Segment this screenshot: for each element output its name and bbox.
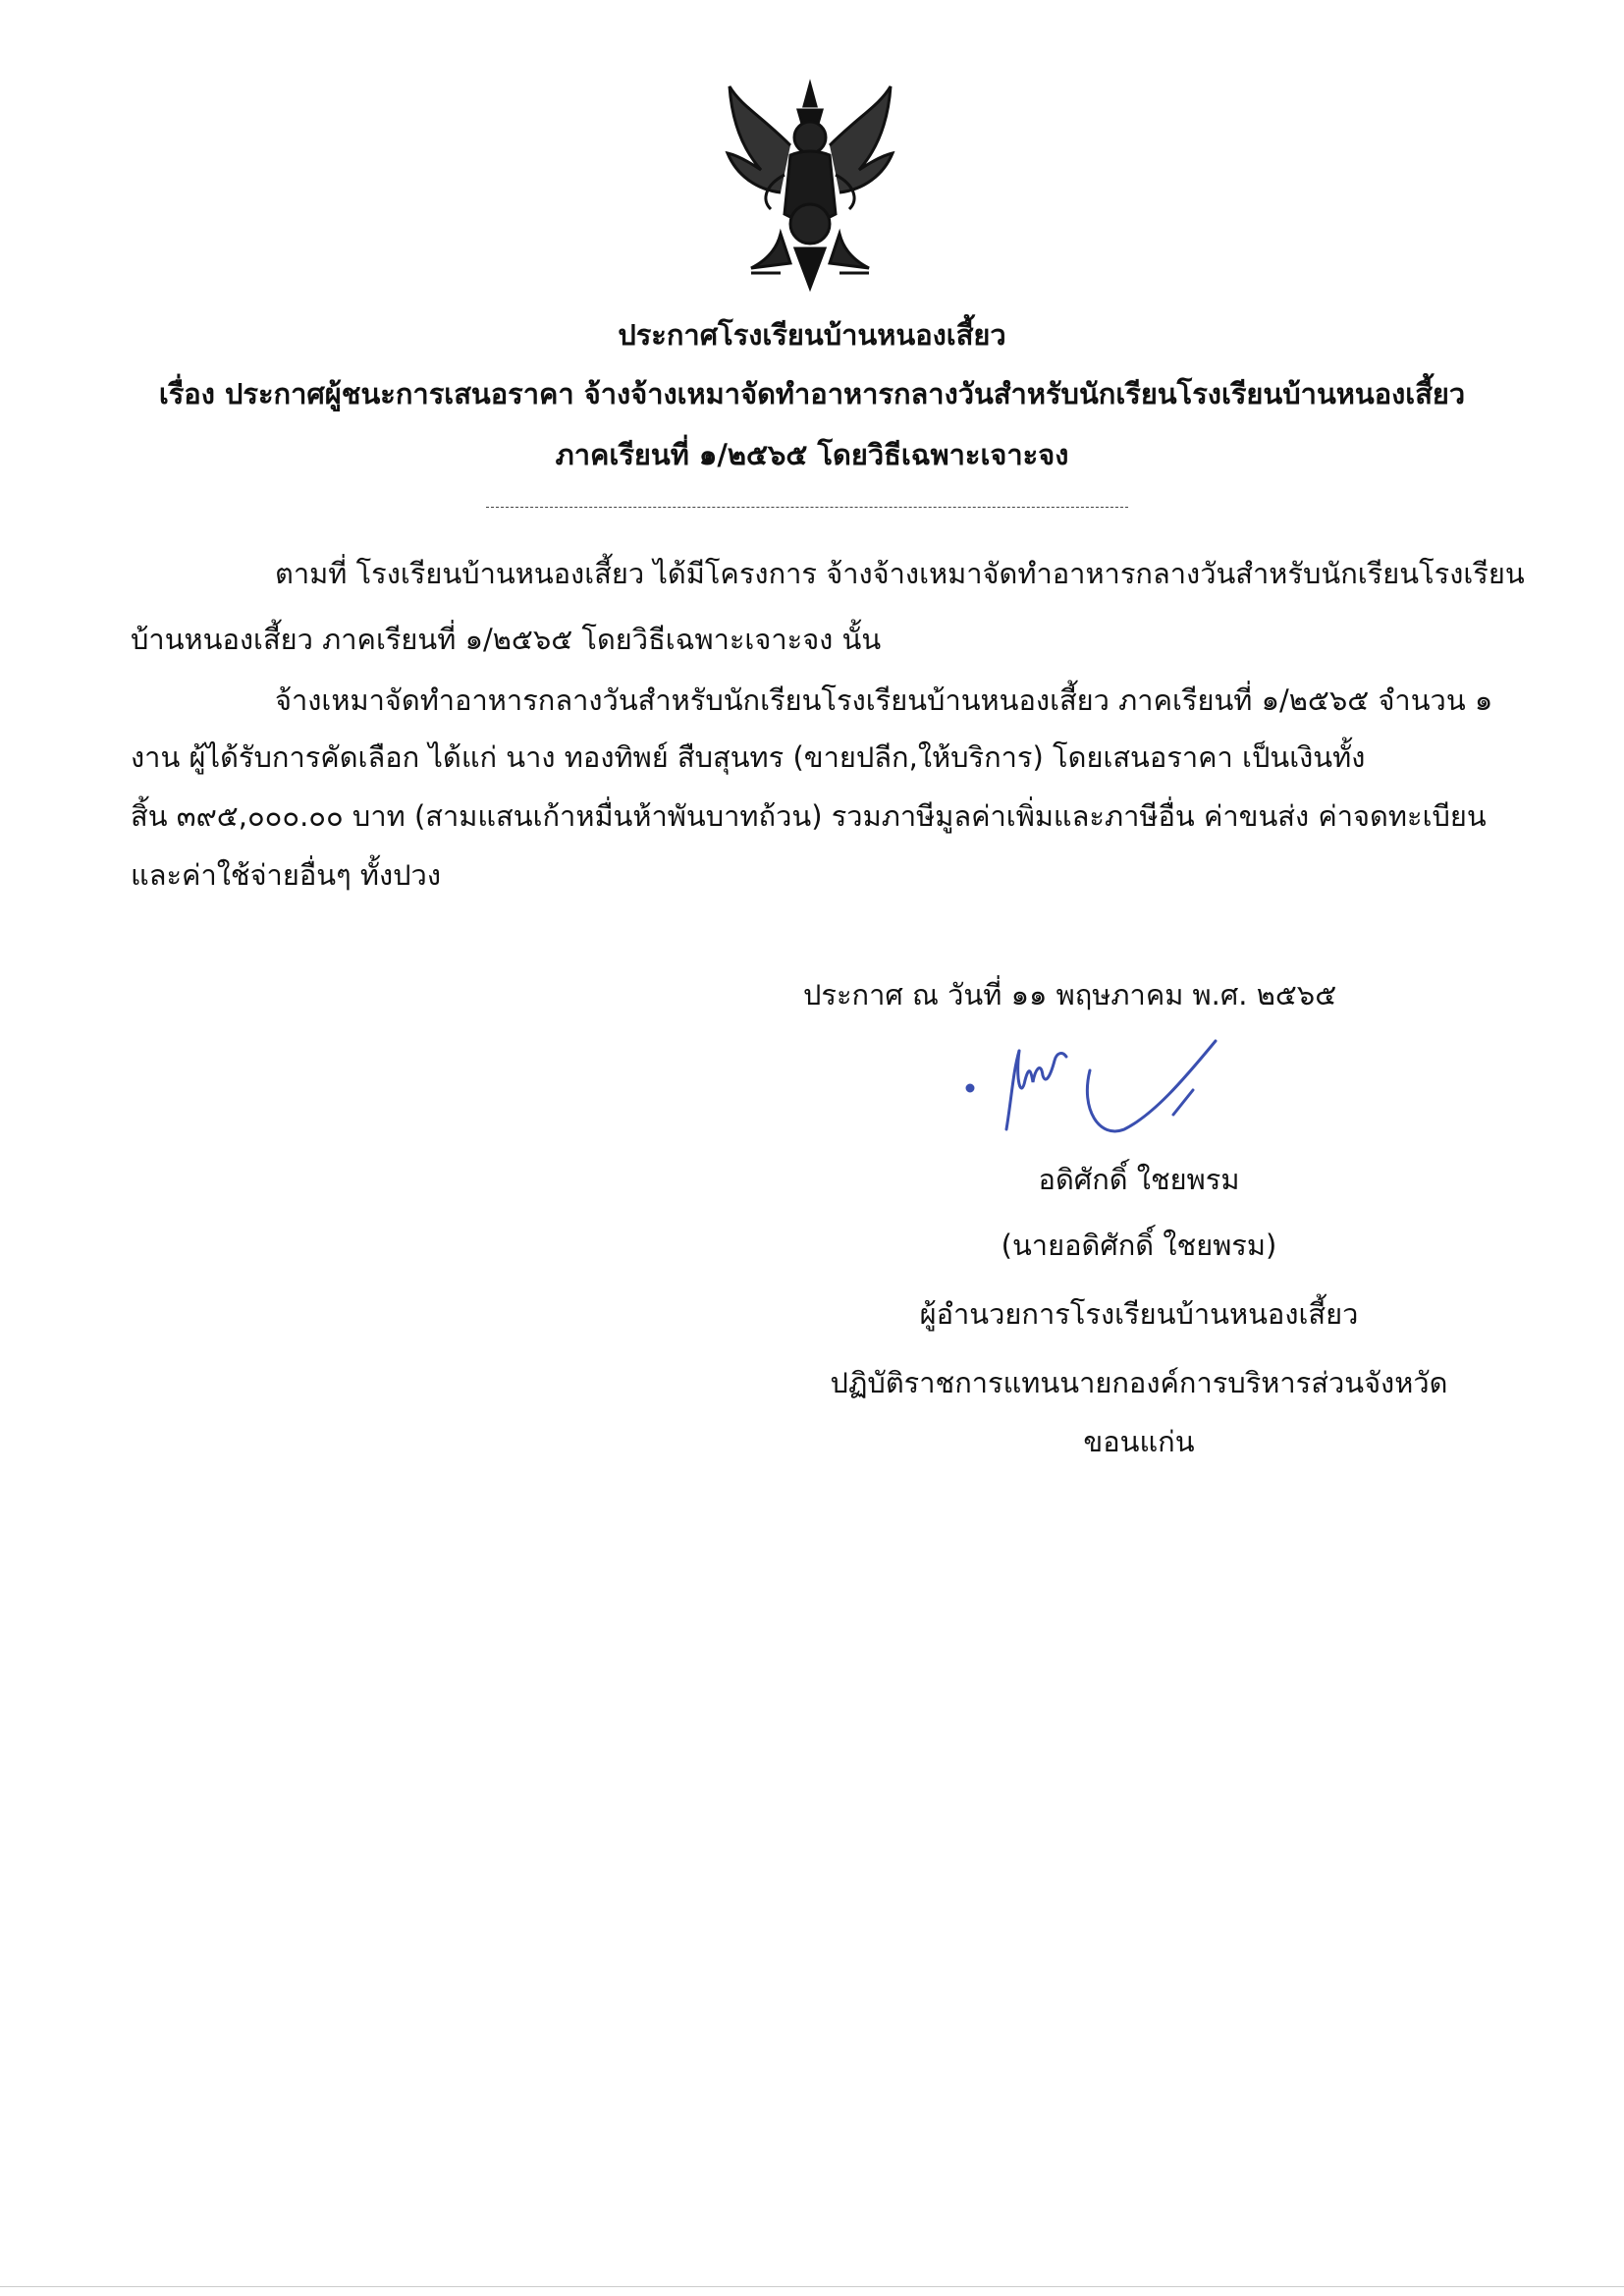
signer-full-name: (นายอดิศักดิ์ ใชยพรม) [1001,1229,1277,1262]
announcement-title: ประกาศโรงเรียนบ้านหนองเสี้ยว [618,318,1006,352]
signer-position-3: ขอนแก่น [1083,1425,1195,1458]
signer-position-1: ผู้อำนวยการโรงเรียนบ้านหนองเสี้ยว [919,1297,1359,1331]
announcement-term: ภาคเรียนที่ ๑/๒๕๖๕ โดยวิธีเฉพาะเจาะจง [555,438,1069,471]
dashed-divider [486,507,1128,508]
signer-name-handwritten: อดิศักดิ์ ใชยพรม [1038,1163,1240,1196]
announcement-date: ประกาศ ณ วันที่ ๑๑ พฤษภาคม พ.ศ. ๒๕๖๕ [803,978,1337,1011]
paragraph2-line4: และค่าใช้จ่ายอื่นๆ ทั้งปวง [131,858,441,892]
announcement-subject: เรื่อง ประกาศผู้ชนะการเสนอราคา จ้างจ้างเหมาจัดทำอาหารกลางวันสำหรับนักเรียนโรงเรียนบ้านหนองเสี้ยว [158,377,1466,410]
handwritten-signature [952,1021,1227,1154]
paragraph2-line2: งาน ผู้ได้รับการคัดเลือก ได้แก่ นาง ทองทิพย์ สืบสุนทร (ขายปลีก,ให้บริการ) โดยเสนอราคา เป็นเงินทั้ง [131,740,1366,774]
paragraph1-line2: บ้านหนองเสี้ยว ภาคเรียนที่ ๑/๒๕๖๕ โดยวิธีเฉพาะเจาะจง นั้น [131,623,882,656]
signer-position-2: ปฏิบัติราชการแทนนายกองค์การบริหารส่วนจังหวัด [830,1366,1448,1399]
paragraph2-line3: สิ้น ๓๙๕,๐๐๐.๐๐ บาท (สามแสนเก้าหมื่นห้าพันบาทถ้วน) รวมภาษีมูลค่าเพิ่มและภาษีอื่น ค่าขนส่ง ค่าจดทะเบียน [131,799,1487,833]
paragraph2-line1: จ้างเหมาจัดทำอาหารกลางวันสำหรับนักเรียนโรงเรียนบ้านหนองเสี้ยว ภาคเรียนที่ ๑/๒๕๖๕ จำนวน ๑ [275,683,1493,717]
page-edge [0,2286,1624,2287]
paragraph1-line1: ตามที่ โรงเรียนบ้านหนองเสี้ยว ได้มีโครงการ จ้างจ้างเหมาจัดทำอาหารกลางวันสำหรับนักเรียนโรงเรียน [275,557,1525,590]
garuda-emblem [722,77,898,293]
